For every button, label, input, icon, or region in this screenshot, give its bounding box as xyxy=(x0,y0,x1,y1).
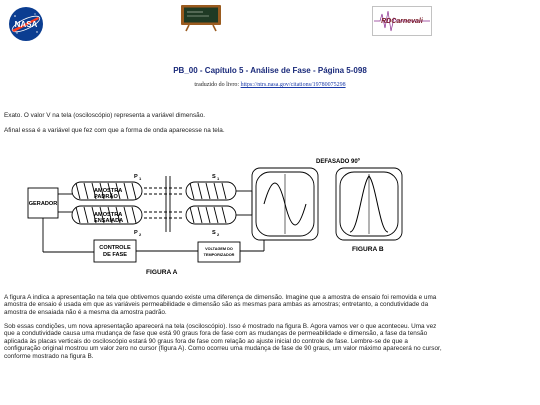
paragraph-1: Exato. O valor V na tela (osciloscópio) representa a variável dimensão. xyxy=(4,112,206,119)
source-prefix: traduzido do livro: xyxy=(194,82,241,88)
p2-sub-label: 2 xyxy=(139,232,142,237)
amostra-ensaiada-label-1: AMOSTRA xyxy=(94,212,123,218)
p1-label: P xyxy=(134,174,138,180)
s1-label: S xyxy=(212,174,216,180)
s1-sub-label: 1 xyxy=(217,176,220,181)
nasa-logo xyxy=(8,6,44,42)
nasa-logo-text: NASA xyxy=(14,20,38,29)
s2-label: S xyxy=(212,230,216,236)
paragraph-4: Sob essas condições, um nova apresentação aparecerá na tela (osciloscópio). Isso é mostrado na figura B. Agora vamos ver o que aconteceu. Uma vez que a condutividade causa uma mudança de fase que está 90 graus fora de fase com as mudanças de permeabilidade e dimensão, a fase da tensão aplicada às placas verticais do osciloscópio estará 90 graus fora de fase com relação ao ajuste inicial do controle de fase. Lembre-se de que a configuração original mostrou um valor zero no cursor (figura A). Como ocorreu uma mudança de fase de 90 graus, um valor máximo aparecerá no cursor, conforme mostrado na figura B. xyxy=(4,323,442,360)
rdcarnevali-logo xyxy=(372,6,432,36)
rdcarnevali-logo-text: RDCarnevali xyxy=(381,18,423,25)
source-line xyxy=(0,82,540,88)
figure-diagram xyxy=(6,154,426,280)
amostra-ensaiada-label-2: ENSAIADA xyxy=(94,218,124,224)
defasado-label: DEFASADO 90º xyxy=(316,159,360,165)
source-link[interactable]: https://ntrs.nasa.gov/citations/19780075298 xyxy=(240,82,346,88)
voltagem-label-2: TEMPORIZADOR xyxy=(203,253,235,257)
amostra-padrao-label-2: PADRÃO xyxy=(94,194,118,200)
paragraph-2: Afinal essa é a variável que fez com que a forma de onda aparecesse na tela. xyxy=(4,127,225,134)
gerador-label: GERADOR xyxy=(28,201,58,207)
controle-label-2: DE FASE xyxy=(103,252,127,258)
controle-label-1: CONTROLE xyxy=(99,245,131,251)
blackboard-icon xyxy=(179,4,223,32)
figura-a-label: FIGURA A xyxy=(146,269,178,276)
paragraph-3: A figura A indica a apresentação na tela que obtivemos quando existe uma diferença de dimensão. Imagine que a amostra de ensaio foi removida e uma amostra de ensaio é usada em que as variáveis permeabilidade e dimensão são as mesmas para ambas as amostras; entretanto, a condutividade da amostra de ensaiada não é a mesma da amostra padrão. xyxy=(4,294,437,316)
figura-b-label: FIGURA B xyxy=(352,246,384,253)
p2-label: P xyxy=(134,230,138,236)
page-title: PB_00 - Capítulo 5 - Análise de Fase - Página 5-098 xyxy=(173,66,367,75)
s2-sub-label: 2 xyxy=(217,232,220,237)
p1-sub-label: 1 xyxy=(139,176,142,181)
amostra-padrao-label-1: AMOSTRA xyxy=(94,188,123,194)
voltagem-label-1: VOLTAGEM DO xyxy=(205,247,233,251)
